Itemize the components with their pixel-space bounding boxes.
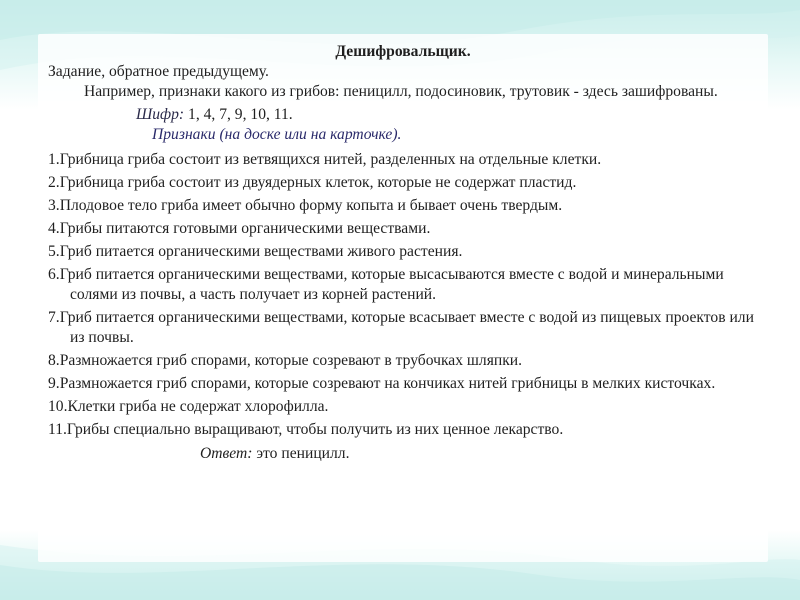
list-item [48,374,758,394]
item-text: Гриб питается органическими веществами живого растения. [59,243,463,260]
example-text: Например, признаки какого из грибов: пеницилл, подосиновик, трутовик - здесь зашифрованы. [84,83,718,100]
item-text: Грибы питаются готовыми органическими веществами. [59,220,431,237]
answer-label: Ответ: [200,445,253,462]
item-text: Грибы специально выращивают, чтобы получить из них ценное лекарство. [66,421,564,438]
item-text: Размножается гриб спорами, которые созревают в трубочках шляпки. [59,352,523,369]
answer-value: это пеницилл. [252,445,350,462]
item-number: 2. [48,174,60,191]
list-item [48,173,758,193]
list-item [48,196,758,216]
item-text: Грибница гриба состоит из двуядерных клеток, которые не содержат пластид. [59,174,577,191]
list-item [48,150,758,170]
item-number: 11. [48,421,67,438]
list-item [48,242,758,262]
item-number: 8. [48,352,60,369]
item-text: Размножается гриб спорами, которые созревают на кончиках нитей грибницы в мелких кисточках. [59,375,716,392]
list-item [48,265,758,305]
answer-line [48,444,758,464]
list-item [48,219,758,239]
item-text: Клетки гриба не содержат хлорофилла. [67,398,329,415]
item-text: Гриб питается органическими веществами, которые высасываются вместе с водой и минеральными солями из почвы, а часть получает из корней растений. [59,266,724,303]
list-item [48,308,758,348]
cipher-label: Шифр: [136,106,185,123]
item-text: Грибница гриба состоит из ветвящихся нитей, разделенных на отдельные клетки. [59,151,602,168]
item-number: 1. [48,151,60,168]
list-item [48,397,758,417]
item-text: Плодовое тело гриба имеет обычно форму копыта и бывает очень твердым. [59,197,563,214]
item-number: 5. [48,243,60,260]
slide-title: Дешифровальщик. [335,43,471,60]
cipher-line [48,105,758,125]
list-item [48,351,758,371]
slide-content [48,42,758,464]
item-number: 9. [48,375,60,392]
task-text: Задание, обратное предыдущему. [48,63,269,80]
item-number: 10. [48,398,68,415]
item-number: 4. [48,220,60,237]
item-text: Гриб питается органическими веществами, которые всасывает вместе с водой из пищевых проектов или из почвы. [59,309,754,346]
list-item [48,420,758,440]
cipher-value: 1, 4, 7, 9, 10, 11. [184,106,293,123]
item-number: 6. [48,266,60,283]
item-number: 7. [48,309,60,326]
signs-hint [48,125,758,145]
item-number: 3. [48,197,60,214]
signs-hint-text: Признаки (на доске или на карточке). [152,126,402,143]
